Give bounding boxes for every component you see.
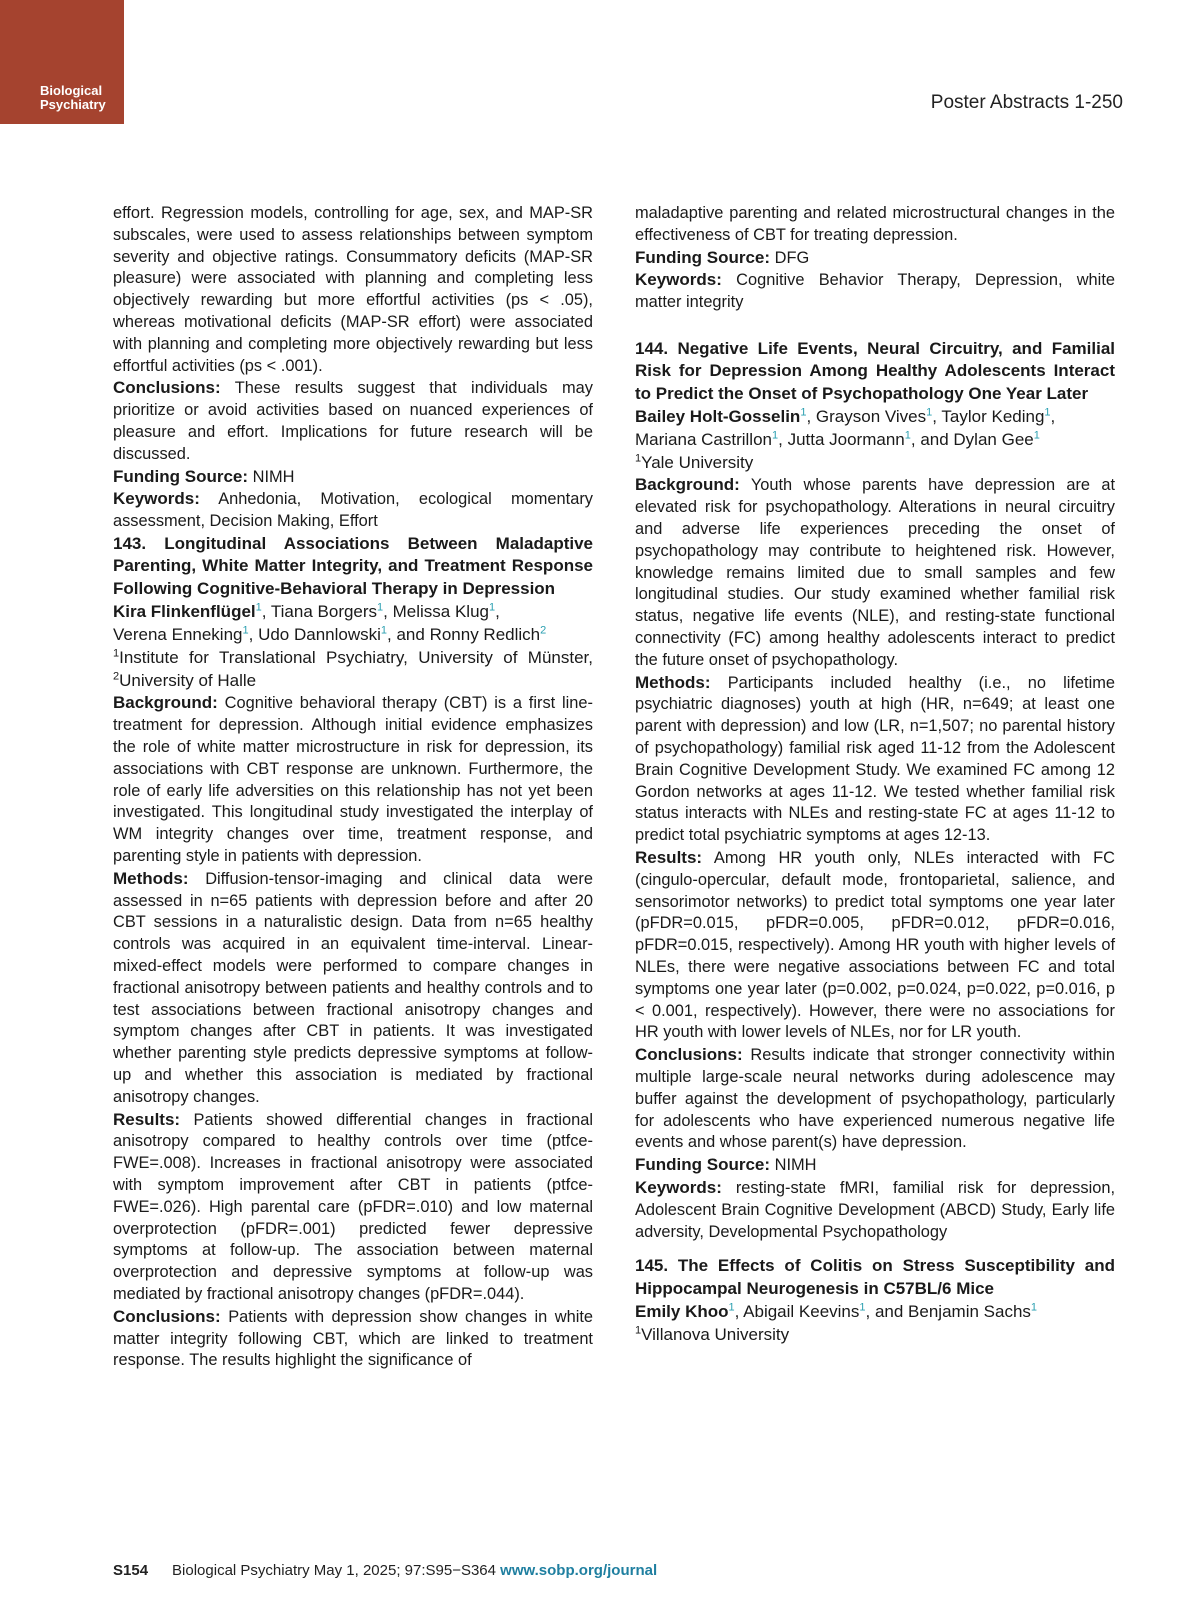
abstract-143-affiliations	[113, 646, 593, 692]
abstract-143-results	[113, 1109, 593, 1306]
affiliation: Yale University	[641, 453, 754, 473]
abstract-144-funding	[635, 1154, 1115, 1177]
section-text: Anhedonia, Motivation, ecological momentary assessment, Decision Making, Effort	[113, 490, 593, 531]
abstract-143-title: 143. Longitudinal Associations Between Maladaptive Parenting, White Matter Integrity, and Treatment Response Following Cognitive-Behavioral Therapy in Depression	[113, 533, 593, 598]
affil-marker: 1	[380, 624, 388, 637]
section-text: DFG	[774, 248, 810, 267]
author-name: Mariana Castrillon	[635, 430, 772, 450]
section-text: Results indicate that stronger connectivity within multiple large-scale neural networks during adolescence may buffer against the development of psychopathology, particularly for adolescents who have experienced numerous negative life events and whose parent(s) have depression.	[635, 1046, 1115, 1152]
abstract-143-background	[113, 692, 593, 867]
section-text: Cognitive behavioral therapy (CBT) is a first line-treatment for depression. Although initial evidence emphasizes the role of white matter microstructure in risk for depression, its associations with CBT response are unknown. Furthermore, the role of early life adversities on this relationship has not yet been investigated. This longitudinal study investigated the interplay of WM integrity changes over time, treatment response, and parenting style in patients with depression.	[113, 694, 593, 866]
section-label: Background:	[113, 693, 218, 713]
section-text: Cognitive Behavior Therapy, Depression, white matter integrity	[635, 271, 1115, 312]
abstract-144-results	[635, 847, 1115, 1044]
section-text: resting-state fMRI, familial risk for depression, Adolescent Brain Cognitive Development (ABCD) Study, Early life adversity, Developmental Psychopathology	[635, 1178, 1115, 1241]
section-text: Patients with depression show changes in white matter integrity following CBT, which are linked to treatment response. The results highlight the significance of	[113, 1307, 593, 1370]
affil-marker: 1	[800, 406, 807, 419]
journal-badge-line2: Psychiatry	[40, 97, 106, 112]
affil-marker: 1	[1044, 406, 1051, 419]
author-name: , Taylor Keding	[932, 407, 1045, 427]
section-label: Results:	[635, 848, 703, 868]
author-name: Emily Khoo	[635, 1302, 729, 1322]
author-name: Verena Enneking	[113, 625, 243, 645]
affil-marker: 1	[377, 601, 384, 614]
author-name: , Jutta Joormann	[778, 430, 905, 450]
author-name: , Abigail Keevins	[734, 1302, 860, 1322]
author-name: , and Benjamin Sachs	[865, 1302, 1031, 1322]
abstract-144-methods	[635, 672, 1115, 847]
section-label: Background:	[635, 475, 740, 495]
affiliation: University of Halle	[119, 671, 257, 691]
affil-marker: 1	[489, 601, 496, 614]
journal-badge	[0, 0, 124, 124]
abstract-144-conclusions	[635, 1044, 1115, 1154]
section-label: Results:	[113, 1109, 181, 1129]
prev-keywords	[113, 488, 593, 533]
section-text: Participants included healthy (i.e., no lifetime psychiatric diagnoses) youth at high (HR, n=649; at least one parent with depression) and low (LR, n=1,507; no parental history of psychopathology) familial risk aged 11-12 from the Adolescent Brain Cognitive Development Study. We examined FC among 12 Gordon networks at ages 11-12. We tested whether familial risk status interacts with NLEs and resting-state FC at ages 11-12 to predict total psychiatric symptoms at ages 12-13.	[635, 673, 1115, 845]
abstract-144-authors	[635, 405, 1115, 451]
affil-marker: 1	[255, 601, 262, 614]
section-label: Funding Source:	[635, 1155, 771, 1175]
citation: Biological Psychiatry May 1, 2025; 97:S95−S364	[172, 1562, 496, 1579]
author-name: , Melissa Klug	[383, 602, 489, 622]
affil-number: 1	[113, 647, 120, 660]
affil-marker: 1	[926, 406, 933, 419]
affil-marker: 1	[242, 624, 249, 637]
section-label: Conclusions:	[635, 1045, 743, 1065]
section-label: Methods:	[635, 672, 711, 692]
section-label: Funding Source:	[113, 466, 249, 486]
affil-marker: 1	[1030, 1301, 1038, 1314]
author-separator: ,	[1050, 407, 1056, 427]
page-number: S154	[113, 1562, 149, 1579]
affiliation: Institute for Translational Psychiatry, University of Münster,	[119, 648, 593, 668]
section-text: Diffusion-tensor-imaging and clinical data were assessed in n=65 patients with depression before and after 20 CBT sessions in a naturalistic design. Data from n=65 healthy controls was acquired in an equivalent time-interval. Linear-mixed-effect models were performed to compare changes in fractional anisotropy between patients and healthy controls and to test associations between fractional anisotropy changes and symptom changes after CBT in patients. It was investigated whether parenting style predicts depressive symptoms at follow-up and whether this association is mediated by fractional anisotropy changes.	[113, 869, 593, 1106]
affil-marker: 2	[540, 624, 547, 637]
author-name: Bailey Holt-Gosselin	[635, 407, 801, 427]
abstract-143-authors: Kira Flinkenflügel$^1$, Tiana Borgers$^1$, Melissa Klug$^1$, Verena Enneking$^1$, Udo Dannlowski$^1$, and Ronny Redlich$^2$	[113, 601, 547, 645]
affil-number: 1	[635, 452, 642, 465]
journal-link[interactable]: www.sobp.org/journal	[500, 1562, 658, 1579]
running-header: Poster Abstracts 1-250	[930, 92, 1123, 113]
section-label: Keywords:	[113, 489, 200, 509]
section-label: Funding Source:	[635, 247, 771, 267]
prev-funding	[113, 466, 593, 489]
left-column	[113, 203, 593, 1372]
abstract-144-affiliations	[635, 451, 1115, 474]
prev-abstract-continuation: effort. Regression models, controlling for age, sex, and MAP-SR subscales, were used to assess relationships between symptom severity and objective ratings. Consummatory deficits (MAP-SR pleasure) were associated with planning and completing less objectively rewarding but more effortful activities (ps < .05), whereas motivational deficits (MAP-SR effort) were associated with planning and completing more objectively rewarding but less effortful activities (ps < .001).	[113, 204, 593, 375]
abstract-145-authors	[635, 1300, 1115, 1323]
abstract-144-title: 144. Negative Life Events, Neural Circuitry, and Familial Risk for Depression Among Healthy Adolescents Interact to Predict the Onset of Psychopathology One Year Later	[635, 338, 1115, 403]
page-footer	[113, 1562, 657, 1579]
affil-marker: 1	[728, 1301, 735, 1314]
abstract-143-continuation: maladaptive parenting and related microstructural changes in the effectiveness of CBT for treating depression.	[635, 204, 1115, 244]
affil-marker: 1	[859, 1301, 866, 1314]
affil-number: 2	[113, 670, 120, 683]
affil-marker: 1	[1033, 429, 1040, 442]
affil-number: 1	[635, 1324, 642, 1337]
author-name: , Udo Dannlowski	[248, 625, 381, 645]
section-label: Conclusions:	[113, 1306, 221, 1326]
section-label: Conclusions:	[113, 378, 221, 398]
author-name: , Tiana Borgers	[261, 602, 378, 622]
section-text: NIMH	[774, 1156, 817, 1175]
section-label: Keywords:	[635, 1177, 722, 1197]
author-name: Kira Flinkenflügel	[113, 602, 256, 622]
section-label: Keywords:	[635, 270, 722, 290]
abstract-145-affiliations	[635, 1323, 1115, 1346]
section-text: These results suggest that individuals may prioritize or avoid activities based on nuanced experiences of pleasure and effort. Implications for future research will be discussed.	[113, 379, 593, 463]
abstract-144-background	[635, 474, 1115, 671]
section-text: Patients showed differential changes in fractional anisotropy compared to healthy controls over time (ptfce-FWE=.008). Increases in fractional anisotropy were associated with symptom improvement after CBT in patients (ptfce-FWE=.026). High parental care (pFDR=.010) and low maternal overprotection (pFDR=.001) predicted fewer depressive symptoms at follow-up. The association between maternal overprotection and depressive symptoms at follow-up was mediated by fractional anisotropy changes (pFDR=.044).	[113, 1110, 593, 1303]
author-name: , Grayson Vives	[806, 407, 927, 427]
abstract-143-conclusions	[113, 1306, 593, 1372]
abstract-143-keywords	[635, 269, 1115, 314]
abstract-143-funding	[635, 247, 1115, 270]
affiliation: Villanova University	[641, 1325, 790, 1345]
section-text: Youth whose parents have depression are at elevated risk for psychopathology. Alterations in neural circuitry and adverse life experiences preceding the onset of psychopathology may contribute to heightened risk. However, knowledge remains limited due to small samples and few longitudinal studies. Our study examined whether familial risk status, negative life events (NLE), and resting-state functional connectivity (FC) among healthy adolescents interact to predict the future onset of psychopathology.	[635, 476, 1115, 669]
affil-marker: 1	[904, 429, 911, 442]
prev-conclusions	[113, 377, 593, 465]
author-name: , and Dylan Gee	[910, 430, 1034, 450]
section-label: Methods:	[113, 868, 189, 888]
abstract-143-methods	[113, 868, 593, 1109]
right-column	[635, 203, 1115, 1346]
affil-marker: 1	[772, 429, 779, 442]
section-text: NIMH	[252, 467, 295, 486]
section-text: Among HR youth only, NLEs interacted with FC (cingulo-opercular, default mode, frontoparietal, salience, and sensorimotor networks) to predict total symptoms one year later (pFDR=0.015, pFDR=0.005, pFDR=0.012, pFDR=0.016, pFDR=0.015, respectively). Among HR youth with higher levels of NLEs, there were negative associations between FC and total symptoms one year later (p=0.002, p=0.024, p=0.022, p=0.016, p < 0.001, respectively). However, there were no associations for HR youth with lower levels of NLEs, nor for LR youth.	[635, 849, 1115, 1042]
abstract-145-title: 145. The Effects of Colitis on Stress Susceptibility and Hippocampal Neurogenesis in C57BL/6 Mice	[635, 1256, 1115, 1298]
author-name: , and Ronny Redlich	[387, 625, 541, 645]
journal-badge-line1: Biological	[40, 83, 103, 98]
abstract-144-keywords	[635, 1177, 1115, 1243]
